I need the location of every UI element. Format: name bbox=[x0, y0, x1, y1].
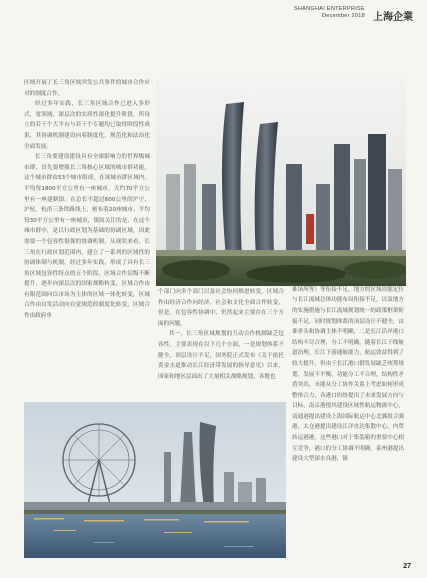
middle-column-paragraph: 其一，长三角区域规划的互动合作机制缺乏包容性，主要表现在以下几个方面，一是规划体系不健全，顶层设计不足，国务院正式发布《关于依托黄金水道推动长江经济带发展的指导意见》以来，国家和地区层面出了大量相关战略规划，各地也 bbox=[158, 331, 284, 380]
ferris-wheel-lake-photo bbox=[24, 402, 286, 558]
article-column-middle bbox=[158, 287, 284, 382]
skyline-illustration bbox=[156, 74, 406, 286]
page-number: 27 bbox=[403, 563, 411, 570]
left-column-paragraph: 经过多年实践，长三角区域合作已进入多形式，宽领域，深层次的实质性深化提升阶段，所设立的若干个大平台与若干个专题均已取得阶段性成果，其协调机制建设向着制度化，规范化和法治化全面发展。 bbox=[24, 101, 150, 150]
lakeside-illustration bbox=[24, 402, 286, 558]
page-header bbox=[293, 6, 413, 23]
left-column-paragraph: 区域开展了长三角区域突发公共事件的城市合作应对的制度合作。 bbox=[24, 80, 150, 97]
magazine-logo: 上海企業 bbox=[373, 12, 413, 23]
magazine-name: SHANGHAI ENTERPRISE bbox=[293, 6, 365, 12]
magazine-masthead bbox=[294, 6, 365, 20]
article-column-left bbox=[24, 78, 150, 322]
issue-date: December 2018 bbox=[321, 13, 365, 19]
left-column-paragraph: 长三角要建设建设具有全球影响力的世界级城市群，首先要增强长三角核心区域的城市群功能，这个城市群由53个城市组成，在该城市群区域内，平均每1800平方公里有一座城市，大约70平方公里有一座建制镇。在总长不超过600公里的沪宁，沪杭，杭甬三条铁路线上，密布着20座城市，平均每30平方公里有一座城市，镇间关注的是，在这个城市群中，是以行政区划为基础的协调区域，因此需要一个包容性很强的协调机制，从现状来看，长三角在行政区划范围内，建立了一系列的区域性的协调体制与机制，经过多年实践，形成了具有长三角区域包容性特点的五个阶段，区域合作层级不断提升，逐步向深层次的国家战略转变，区域合作由有限范围向以市场为主体的区域一体化转变，区域合作由自发活动向自觉规范的制度化转变，区域合作由政府单 bbox=[24, 154, 150, 320]
right-column-paragraph: 难场所等）等衔接不足，地方的区域功能定位与长江流域总体功能布局衔接不足，以及地方的实施措施与长江流域规划统一的政策框架衔接不足，同时规划体系的顶层设计不健全，由谁牵头和协调主体不明确，二是长江沿岸港口结构不尽合理，分工不明确，随着长江干线航道治理，长江下游通航能力，航运效益得到了较大提升，但由于长江港口群发展缺乏统筹规划，发展不平衡，功能分工不合理，结构性矛盾突出，未能从分工协作关系上考虑如何形成整体合力，各港口纷纷提出了未来发展方向与目标，南京港提出建设区域性航运物流中心，南通港提出建设上海国际航运中心北翼组合强港，太仓港提出建设江洋直达集散中心，内贸转运港港，这些港口对于集装箱的重要中心相互竞争，港口的分工协调不明确，泰州港提出建设大型深水良港，镇 bbox=[292, 286, 404, 463]
middle-column-paragraph: 个部门向多个部门以及社会协同推进转变，区域合作由经济合作向经济，社会和文化全面合作转变，但是，在包容性协调中，仍然起来主要存在三个方面的问题。 bbox=[158, 289, 284, 327]
skyline-towers-photo bbox=[156, 74, 406, 286]
